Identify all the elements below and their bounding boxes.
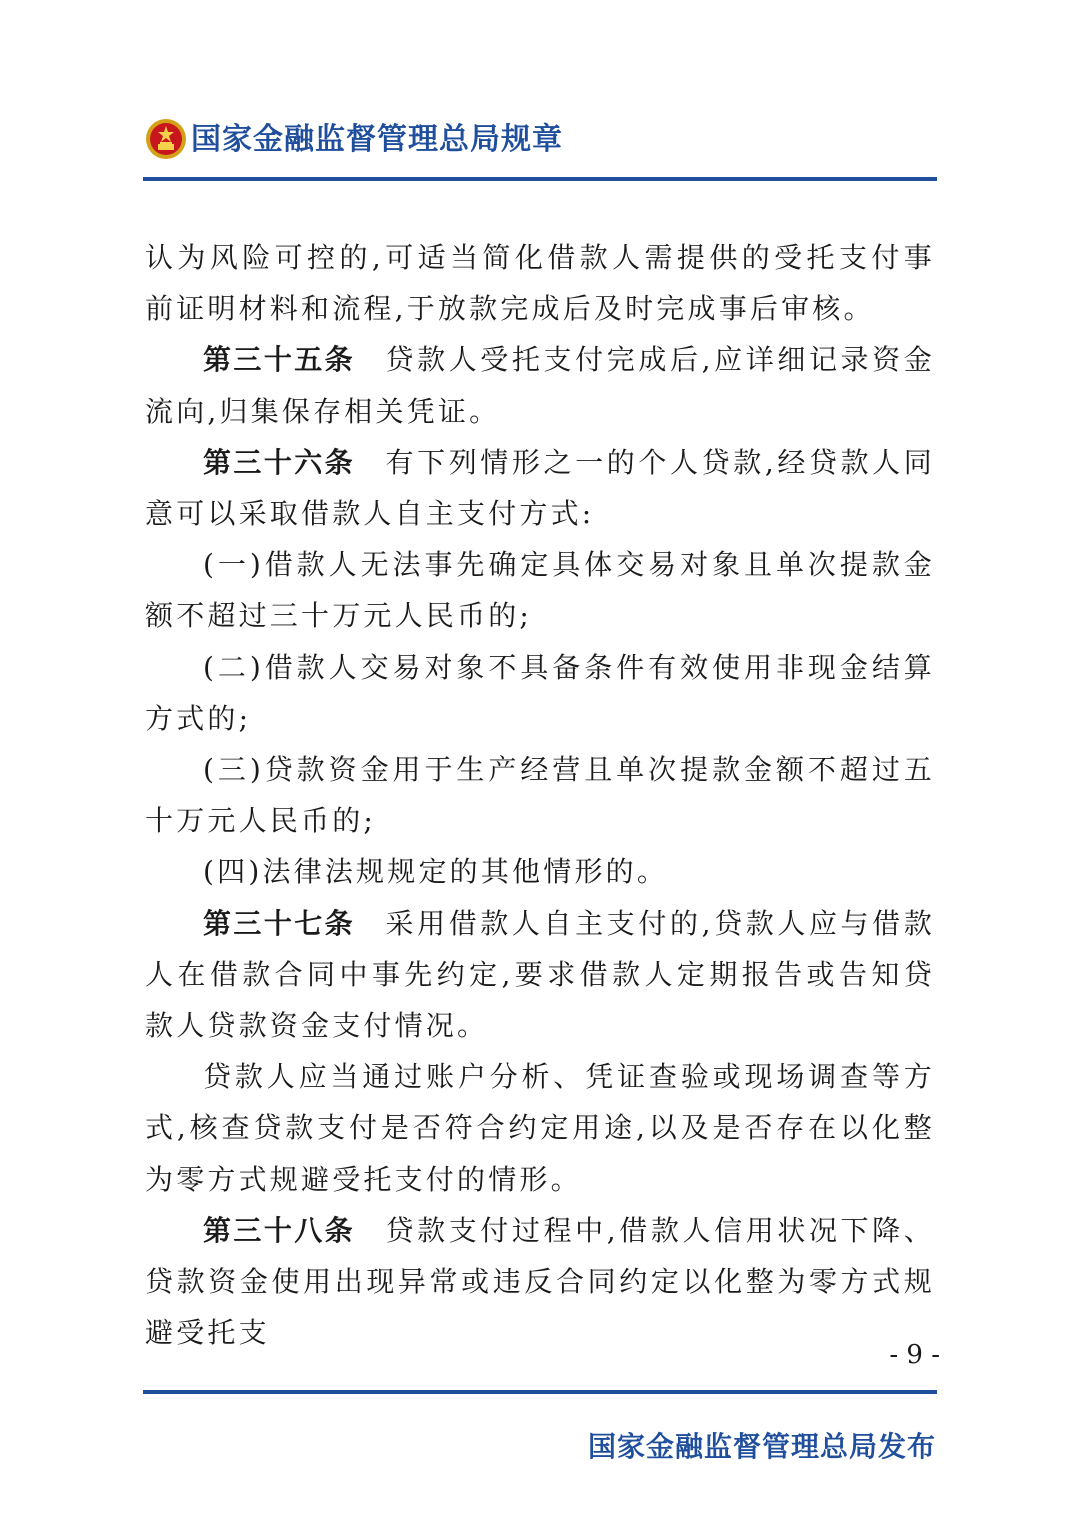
list-item: (三)贷款资金用于生产经营且单次提款金额不超过五十万元人民币的; [145, 753, 935, 838]
footer-publisher: 国家金融监督管理总局发布 [587, 1430, 936, 1463]
article-label: 第三十五条 [203, 343, 356, 377]
article-label: 第三十七条 [203, 906, 356, 940]
article-text: 采用借款人自主支付的,贷款人应与借款人在借款合同中事先约定,要求借款人定期报告或告知贷款人贷款资金支付情况。 [145, 906, 935, 1043]
paragraph: 认为风险可控的,可适当简化借款人需提供的受托支付事前证明材料和流程,于放款完成后及时完成事后审核。 [145, 241, 935, 326]
article-text: 贷款人受托支付完成后,应详细记录资金流向,归集保存相关凭证。 [145, 343, 935, 428]
national-emblem-icon [145, 118, 187, 160]
article-label: 第三十六条 [203, 445, 356, 479]
article-label: 第三十八条 [203, 1213, 356, 1247]
paragraph: 贷款人应当通过账户分析、凭证查验或现场调查等方式,核查贷款支付是否符合约定用途,以及是否存在以化整为零方式规避受托支付的情形。 [145, 1060, 935, 1196]
header-title: 国家金融监督管理总局规章 [191, 122, 563, 157]
list-item: (一)借款人无法事先确定具体交易对象且单次提款金额不超过三十万元人民币的; [145, 548, 935, 633]
list-item: (四)法律法规规定的其他情形的。 [203, 855, 669, 889]
article-38 [145, 1205, 935, 1359]
page-number: - 9 - [889, 1340, 940, 1370]
article-text: 有下列情形之一的个人贷款,经贷款人同意可以采取借款人自主支付方式: [145, 445, 935, 531]
article-text: 贷款支付过程中,借款人信用状况下降、贷款资金使用出现异常或违反合同约定以化整为零方式规避受托支 [145, 1213, 935, 1350]
page-header [143, 112, 937, 172]
article-35 [145, 334, 935, 436]
footer-divider [143, 1390, 937, 1394]
header-divider [143, 177, 937, 181]
document-body [145, 232, 935, 1358]
article-37 [145, 898, 935, 1052]
article-36 [145, 437, 935, 539]
list-item: (二)借款人交易对象不具备条件有效使用非现金结算方式的; [145, 650, 935, 735]
